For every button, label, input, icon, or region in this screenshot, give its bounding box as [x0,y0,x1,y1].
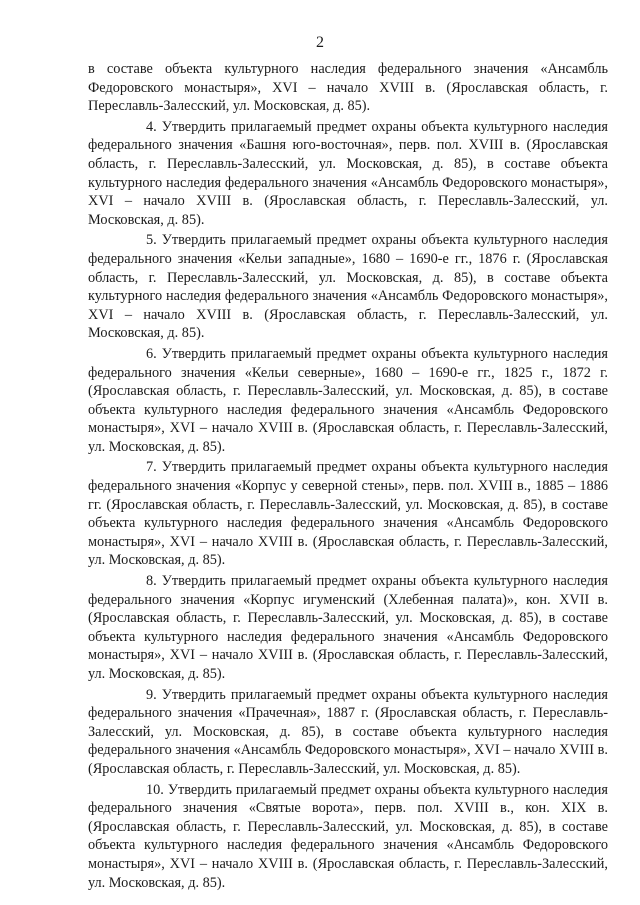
paragraph-item-8: 8. Утвердить прилагаемый предмет охраны объекта культурного наследия федерального значения «Корпус игуменский (Хлебенная палата)», кон. XVII в. (Ярославская область, г. Переславль-Залесский, ул. Московская, д. 85), в составе объекта культурного наследия федерального значения «Ансамбль Федоровского монастыря», XVI – начало XVIII в. (Ярославская область, г. Переславль-Залесский, ул. Московская, д. 85). [88,573,608,682]
paragraph-item-6: 6. Утвердить прилагаемый предмет охраны объекта культурного наследия федерального значения «Кельи северные», 1680 – 1690-е гг., 1825 г., 1872 г. (Ярославская область, г. Переславль-Залесский, ул. Московская, д. 85), в составе объекта культурного наследия федерального значения «Ансамбль Федоровского монастыря», XVI – начало XVIII в. (Ярославская область, г. Переславль-Залесский, ул. Московская, д. 85). [88,345,608,455]
paragraph-item-10: 10. Утвердить прилагаемый предмет охраны объекта культурного наследия федерального значения «Святые ворота», перв. пол. XVIII в., кон. XIX в. (Ярославская область, г. Переславль-Залесский, ул. Московская, д. 85), в составе объекта культурного наследия федерального значения «Ансамбль Федоровского монастыря», XVI – начало XVIII в. (Ярославская область, г. Переславль-Залесский, ул. Московская, д. 85). [88,781,608,891]
paragraph-item-5: 5. Утвердить прилагаемый предмет охраны объекта культурного наследия федерального значения «Кельи западные», 1680 – 1690-е гг., 1876 г. (Ярославская область, г. Переславль-Залесский, ул. Московская, д. 85), в составе объекта культурного наследия федерального значения «Ансамбль Федоровского монастыря», XVI – начало XVIII в. (Ярославская область, г. Переславль-Залесский, ул. Московская, д. 85). [88,232,608,342]
page-number: 2 [316,34,324,51]
paragraph-continuation: в составе объекта культурного наследия федерального значения «Ансамбль Федоровского монастыря», XVI – начало XVIII в. (Ярославская область, г. Переславль-Залесский, ул. Московская, д. 85). [88,61,608,115]
paragraph-item-4: 4. Утвердить прилагаемый предмет охраны объекта культурного наследия федерального значения «Башня юго-восточная», перв. пол. XVIII в. (Ярославская область, г. Переславль-Залесский, ул. Московская, д. 85), в составе объекта культурного наследия федерального значения «Ансамбль Федоровского монастыря», XVI – начало XVIII в. (Ярославская область, г. Переславль-Залесский, ул. Московская, д. 85). [88,118,608,228]
paragraph-item-9: 9. Утвердить прилагаемый предмет охраны объекта культурного наследия федерального значения «Прачечная», 1887 г. (Ярославская область, г. Переславль-Залесский, ул. Московская, д. 85), в составе объекта культурного наследия федерального значения «Ансамбль Федоровского монастыря», XVI – начало XVIII в. (Ярославская область, г. Переславль-Залесский, ул. Московская, д. 85). [88,686,608,777]
paragraph-item-7: 7. Утвердить прилагаемый предмет охраны объекта культурного наследия федерального значения «Корпус у северной стены», перв. пол. XVIII в., 1885 – 1886 гг. (Ярославская область, г. Переславль-Залесский, ул. Московская, д. 85), в составе объекта культурного наследия федерального значения «Ансамбль Федоровского монастыря», XVI – начало XVIII в. (Ярославская область, г. Переславль-Залесский, ул. Московская, д. 85). [88,459,608,569]
document-body [88,60,608,894]
